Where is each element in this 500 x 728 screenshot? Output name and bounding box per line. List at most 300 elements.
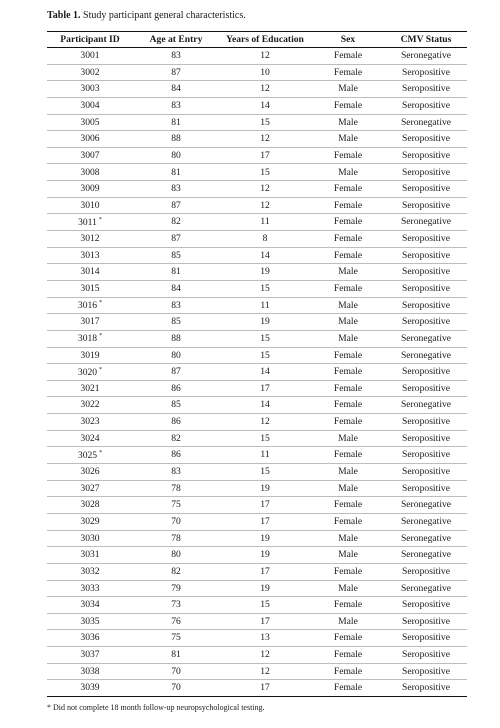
cell-cmv-status <box>385 181 467 198</box>
cell-cmv-status <box>385 513 467 530</box>
cell-age-at-entry-value: 70 <box>171 515 181 527</box>
cell-cmv-status-value: Seropositive <box>402 99 450 111</box>
cell-years-of-education-value: 15 <box>260 466 270 478</box>
table-row <box>47 48 467 65</box>
cell-participant-id <box>47 563 133 580</box>
cell-participant-id-value: 3017 <box>80 316 100 328</box>
table-row <box>47 314 467 331</box>
table-row <box>47 497 467 514</box>
cell-participant-id-value: 3003 <box>80 83 100 95</box>
cell-sex-value: Male <box>338 332 358 344</box>
cell-years-of-education-value: 17 <box>260 499 270 511</box>
cell-years-of-education-value: 12 <box>260 183 270 195</box>
cell-cmv-status <box>385 380 467 397</box>
cell-sex-value: Female <box>333 183 363 195</box>
cell-years-of-education-value: 17 <box>260 515 270 527</box>
cell-sex-value: Male <box>338 549 358 561</box>
cell-sex <box>311 547 385 564</box>
cell-sex-value: Female <box>333 249 363 261</box>
cell-years-of-education <box>219 197 311 214</box>
cell-age-at-entry-value: 84 <box>171 83 181 95</box>
cell-participant-id-value: 3025 <box>77 449 98 461</box>
cell-cmv-status <box>385 580 467 597</box>
cell-sex-value: Female <box>333 349 363 361</box>
cell-participant-id <box>47 147 133 164</box>
cell-age-at-entry-value: 85 <box>171 316 181 328</box>
cell-sex-value: Female <box>333 399 363 411</box>
cell-sex <box>311 430 385 447</box>
cell-participant-id <box>47 547 133 564</box>
cell-age-at-entry-value: 82 <box>171 565 181 577</box>
cell-years-of-education-value: 14 <box>260 99 270 111</box>
cell-participant-id <box>47 81 133 98</box>
cell-age-at-entry <box>133 563 219 580</box>
cell-sex <box>311 613 385 630</box>
cell-years-of-education-value: 11 <box>260 216 270 228</box>
cell-sex-value: Female <box>333 682 363 694</box>
cell-sex-value: Female <box>333 449 363 461</box>
cell-participant-id-value: 3033 <box>80 582 100 594</box>
footnote-marker-ref: * <box>99 366 103 373</box>
cell-years-of-education-value: 12 <box>260 416 270 428</box>
cell-cmv-status <box>385 97 467 114</box>
cell-sex-value: Male <box>338 466 358 478</box>
table-row <box>47 480 467 497</box>
table-row <box>47 563 467 580</box>
cell-age-at-entry <box>133 97 219 114</box>
cell-years-of-education <box>219 280 311 297</box>
cell-participant-id-value: 3016 <box>77 300 98 312</box>
cell-sex-value: Female <box>333 599 363 611</box>
cell-participant-id-value: 3030 <box>80 532 100 544</box>
cell-sex-value: Male <box>338 615 358 627</box>
cell-age-at-entry <box>133 297 219 314</box>
cell-sex-value: Female <box>333 382 363 394</box>
table-row <box>47 181 467 198</box>
table-row <box>47 214 467 231</box>
cell-sex-value: Female <box>333 416 363 428</box>
cell-years-of-education <box>219 663 311 680</box>
cell-age-at-entry-value: 81 <box>171 266 181 278</box>
cell-sex <box>311 347 385 364</box>
cell-participant-id <box>47 114 133 131</box>
cell-cmv-status <box>385 630 467 647</box>
cell-participant-id-value: 3039 <box>80 682 100 694</box>
cell-sex <box>311 580 385 597</box>
cell-participant-id-value: 3020 <box>77 366 98 378</box>
cell-participant-id <box>47 513 133 530</box>
cell-cmv-status-value: Seropositive <box>402 449 450 461</box>
cell-years-of-education-value: 10 <box>260 66 270 78</box>
cell-cmv-status-value: Seropositive <box>402 382 450 394</box>
cell-cmv-status-value: Seronegative <box>400 399 452 411</box>
cell-participant-id <box>47 630 133 647</box>
cell-years-of-education <box>219 397 311 414</box>
cell-sex <box>311 314 385 331</box>
cell-cmv-status <box>385 464 467 481</box>
cell-cmv-status-value: Seropositive <box>402 665 450 677</box>
table-row <box>47 513 467 530</box>
table-row <box>47 147 467 164</box>
cell-years-of-education <box>219 364 311 381</box>
cell-cmv-status-value: Seropositive <box>402 632 450 644</box>
cell-participant-id-value: 3023 <box>80 416 100 428</box>
cell-participant-id-value: 3010 <box>80 199 100 211</box>
cell-years-of-education <box>219 580 311 597</box>
cell-age-at-entry <box>133 530 219 547</box>
cell-years-of-education-value: 15 <box>260 432 270 444</box>
cell-age-at-entry-value: 87 <box>171 199 181 211</box>
cell-participant-id-value: 3021 <box>80 382 100 394</box>
cell-age-at-entry <box>133 580 219 597</box>
cell-years-of-education <box>219 97 311 114</box>
cell-cmv-status <box>385 247 467 264</box>
cell-participant-id <box>47 48 133 65</box>
cell-participant-id <box>47 347 133 364</box>
cell-cmv-status <box>385 231 467 248</box>
cell-participant-id-value: 3034 <box>80 599 100 611</box>
cell-participant-id-value: 3035 <box>80 615 100 627</box>
cell-participant-id-value: 3004 <box>80 99 100 111</box>
cell-years-of-education <box>219 181 311 198</box>
cell-participant-id-value: 3007 <box>80 149 100 161</box>
cell-participant-id-value: 3022 <box>80 399 100 411</box>
cell-cmv-status-value: Seropositive <box>402 199 450 211</box>
cell-participant-id-value: 3027 <box>80 482 100 494</box>
cell-participant-id <box>47 247 133 264</box>
table-row <box>47 397 467 414</box>
cell-years-of-education <box>219 247 311 264</box>
cell-sex <box>311 597 385 614</box>
cell-years-of-education-value: 15 <box>260 332 270 344</box>
cell-age-at-entry-value: 78 <box>171 482 181 494</box>
cell-sex-value: Male <box>338 482 358 494</box>
cell-sex-value: Female <box>333 366 363 378</box>
footnote-marker-ref: * <box>99 333 103 340</box>
table-row <box>47 364 467 381</box>
cell-sex <box>311 397 385 414</box>
cell-age-at-entry-value: 87 <box>171 366 181 378</box>
cell-participant-id <box>47 397 133 414</box>
cell-cmv-status-value: Seropositive <box>402 166 450 178</box>
cell-participant-id <box>47 380 133 397</box>
cell-years-of-education <box>219 530 311 547</box>
cell-sex-value: Male <box>338 299 358 311</box>
cell-age-at-entry <box>133 397 219 414</box>
cell-sex <box>311 297 385 314</box>
table-row <box>47 347 467 364</box>
cell-cmv-status <box>385 147 467 164</box>
cell-sex-value: Female <box>333 515 363 527</box>
cell-years-of-education-value: 19 <box>260 549 270 561</box>
cell-sex <box>311 680 385 697</box>
cell-participant-id-value: 3013 <box>80 249 100 261</box>
table-row <box>47 164 467 181</box>
cell-cmv-status <box>385 330 467 347</box>
cell-sex <box>311 231 385 248</box>
table-row <box>47 414 467 431</box>
cell-participant-id <box>47 264 133 281</box>
cell-age-at-entry-value: 86 <box>171 382 181 394</box>
cell-age-at-entry-value: 85 <box>171 249 181 261</box>
cell-sex-value: Female <box>333 282 363 294</box>
cell-years-of-education <box>219 48 311 65</box>
cell-years-of-education <box>219 414 311 431</box>
table-row <box>47 131 467 148</box>
table-row <box>47 97 467 114</box>
header-age-at-entry: Age at Entry <box>133 32 219 48</box>
cell-participant-id <box>47 497 133 514</box>
cell-sex <box>311 64 385 81</box>
cell-participant-id-value: 3028 <box>80 499 100 511</box>
cell-cmv-status <box>385 663 467 680</box>
table-row <box>47 280 467 297</box>
cell-participant-id <box>47 231 133 248</box>
cell-participant-id-value: 3006 <box>80 133 100 145</box>
cell-age-at-entry-value: 73 <box>171 599 181 611</box>
cell-years-of-education-value: 17 <box>260 382 270 394</box>
cell-sex <box>311 164 385 181</box>
cell-cmv-status-value: Seronegative <box>400 50 452 62</box>
cell-cmv-status-value: Seropositive <box>402 249 450 261</box>
cell-age-at-entry-value: 75 <box>171 499 181 511</box>
cell-participant-id-value: 3015 <box>80 282 100 294</box>
cell-sex <box>311 497 385 514</box>
cell-cmv-status-value: Seropositive <box>402 149 450 161</box>
cell-age-at-entry <box>133 114 219 131</box>
cell-age-at-entry-value: 79 <box>171 582 181 594</box>
cell-cmv-status <box>385 81 467 98</box>
cell-age-at-entry-value: 76 <box>171 615 181 627</box>
cell-years-of-education-value: 14 <box>260 366 270 378</box>
cell-cmv-status-value: Seropositive <box>402 233 450 245</box>
cell-age-at-entry <box>133 81 219 98</box>
footnote-text: Did not complete 18 month follow-up neuropsychological testing. <box>53 703 265 712</box>
cell-years-of-education-value: 17 <box>260 565 270 577</box>
cell-sex-value: Male <box>338 582 358 594</box>
cell-participant-id <box>47 414 133 431</box>
cell-participant-id-value: 3011 <box>78 217 97 229</box>
table-row <box>47 530 467 547</box>
cell-age-at-entry-value: 70 <box>171 665 181 677</box>
cell-sex <box>311 197 385 214</box>
cell-cmv-status <box>385 164 467 181</box>
cell-years-of-education <box>219 314 311 331</box>
cell-age-at-entry <box>133 231 219 248</box>
cell-age-at-entry <box>133 414 219 431</box>
cell-sex <box>311 563 385 580</box>
table-row <box>47 264 467 281</box>
cell-cmv-status-value: Seronegative <box>400 349 452 361</box>
cell-sex-value: Female <box>333 216 363 228</box>
cell-age-at-entry <box>133 48 219 65</box>
cell-participant-id <box>47 530 133 547</box>
table-row <box>47 447 467 464</box>
cell-participant-id-value: 3008 <box>80 166 100 178</box>
cell-sex-value: Male <box>338 116 358 128</box>
cell-cmv-status-value: Seropositive <box>402 183 450 195</box>
header-cmv-status: CMV Status <box>385 32 467 48</box>
cell-age-at-entry <box>133 647 219 664</box>
cell-years-of-education-value: 19 <box>260 316 270 328</box>
table-row <box>47 613 467 630</box>
cell-age-at-entry <box>133 613 219 630</box>
cell-years-of-education <box>219 347 311 364</box>
header-participant-id: Participant ID <box>47 32 133 48</box>
cell-cmv-status-value: Seropositive <box>402 615 450 627</box>
cell-years-of-education <box>219 563 311 580</box>
cell-years-of-education-value: 12 <box>260 133 270 145</box>
cell-age-at-entry <box>133 364 219 381</box>
cell-age-at-entry-value: 81 <box>171 116 181 128</box>
cell-sex <box>311 280 385 297</box>
cell-cmv-status-value: Seropositive <box>402 66 450 78</box>
cell-years-of-education-value: 14 <box>260 399 270 411</box>
cell-years-of-education-value: 12 <box>260 649 270 661</box>
cell-sex <box>311 214 385 231</box>
cell-participant-id-value: 3026 <box>80 466 100 478</box>
cell-age-at-entry <box>133 147 219 164</box>
cell-sex <box>311 380 385 397</box>
cell-participant-id-value: 3014 <box>80 266 100 278</box>
table-body <box>47 48 467 697</box>
cell-years-of-education <box>219 497 311 514</box>
cell-age-at-entry-value: 83 <box>171 50 181 62</box>
cell-sex-value: Male <box>338 83 358 95</box>
cell-cmv-status-value: Seronegative <box>400 216 452 228</box>
cell-age-at-entry <box>133 164 219 181</box>
cell-cmv-status <box>385 131 467 148</box>
cell-years-of-education <box>219 380 311 397</box>
cell-age-at-entry <box>133 247 219 264</box>
cell-years-of-education-value: 8 <box>262 233 268 245</box>
cell-participant-id <box>47 280 133 297</box>
cell-cmv-status <box>385 530 467 547</box>
cell-age-at-entry-value: 81 <box>171 166 181 178</box>
cell-years-of-education-value: 14 <box>260 249 270 261</box>
table-row <box>47 380 467 397</box>
cell-years-of-education <box>219 114 311 131</box>
table-caption-text: Study participant general characteristics. <box>83 10 246 21</box>
cell-cmv-status <box>385 347 467 364</box>
cell-cmv-status <box>385 64 467 81</box>
cell-cmv-status-value: Seronegative <box>400 582 452 594</box>
cell-participant-id <box>47 97 133 114</box>
cell-sex-value: Female <box>333 66 363 78</box>
cell-sex-value: Male <box>338 166 358 178</box>
participant-table <box>47 31 467 697</box>
cell-sex <box>311 81 385 98</box>
cell-cmv-status <box>385 480 467 497</box>
cell-cmv-status <box>385 563 467 580</box>
cell-participant-id-value: 3032 <box>80 565 100 577</box>
header-years-of-education: Years of Education <box>219 32 311 48</box>
cell-participant-id <box>47 364 133 381</box>
cell-cmv-status <box>385 264 467 281</box>
cell-cmv-status-value: Seropositive <box>402 282 450 294</box>
cell-years-of-education <box>219 231 311 248</box>
cell-years-of-education-value: 12 <box>260 199 270 211</box>
table-row <box>47 597 467 614</box>
cell-years-of-education <box>219 480 311 497</box>
cell-age-at-entry <box>133 630 219 647</box>
cell-sex <box>311 48 385 65</box>
cell-age-at-entry <box>133 464 219 481</box>
cell-years-of-education <box>219 264 311 281</box>
cell-participant-id-value: 3012 <box>80 233 100 245</box>
footnote-marker-ref: * <box>98 216 102 223</box>
table-row <box>47 330 467 347</box>
table-row <box>47 81 467 98</box>
cell-cmv-status <box>385 414 467 431</box>
cell-sex-value: Female <box>333 233 363 245</box>
table-row <box>47 197 467 214</box>
cell-years-of-education-value: 12 <box>260 665 270 677</box>
cell-years-of-education <box>219 330 311 347</box>
cell-sex <box>311 131 385 148</box>
cell-sex-value: Female <box>333 499 363 511</box>
cell-participant-id-value: 3024 <box>80 432 100 444</box>
cell-participant-id <box>47 131 133 148</box>
cell-cmv-status <box>385 597 467 614</box>
cell-age-at-entry-value: 85 <box>171 399 181 411</box>
cell-participant-id <box>47 447 133 464</box>
cell-participant-id <box>47 297 133 314</box>
cell-cmv-status-value: Seropositive <box>402 682 450 694</box>
cell-sex-value: Female <box>333 565 363 577</box>
table-footnote <box>47 703 265 713</box>
cell-sex <box>311 264 385 281</box>
cell-cmv-status-value: Seronegative <box>400 515 452 527</box>
cell-cmv-status-value: Seropositive <box>402 466 450 478</box>
cell-years-of-education <box>219 647 311 664</box>
cell-years-of-education <box>219 64 311 81</box>
cell-age-at-entry-value: 80 <box>171 149 181 161</box>
cell-age-at-entry-value: 83 <box>171 466 181 478</box>
cell-participant-id-value: 3018 <box>77 333 98 345</box>
cell-cmv-status <box>385 680 467 697</box>
cell-participant-id <box>47 214 133 231</box>
cell-years-of-education <box>219 613 311 630</box>
cell-sex <box>311 513 385 530</box>
cell-cmv-status <box>385 197 467 214</box>
cell-sex <box>311 114 385 131</box>
cell-participant-id <box>47 314 133 331</box>
cell-age-at-entry <box>133 513 219 530</box>
table-row <box>47 630 467 647</box>
cell-cmv-status <box>385 447 467 464</box>
cell-participant-id <box>47 580 133 597</box>
cell-age-at-entry <box>133 131 219 148</box>
cell-years-of-education-value: 19 <box>260 482 270 494</box>
footnote-marker-ref: * <box>99 449 103 456</box>
cell-cmv-status-value: Seronegative <box>400 532 452 544</box>
cell-cmv-status-value: Seropositive <box>402 299 450 311</box>
cell-sex <box>311 247 385 264</box>
cell-sex-value: Male <box>338 133 358 145</box>
cell-cmv-status <box>385 430 467 447</box>
cell-age-at-entry-value: 82 <box>171 432 181 444</box>
cell-age-at-entry <box>133 497 219 514</box>
table-row <box>47 297 467 314</box>
table-row <box>47 663 467 680</box>
cell-cmv-status <box>385 48 467 65</box>
table-row <box>47 464 467 481</box>
table-header <box>47 32 467 48</box>
cell-age-at-entry-value: 83 <box>171 299 181 311</box>
cell-age-at-entry <box>133 264 219 281</box>
cell-cmv-status-value: Seropositive <box>402 482 450 494</box>
